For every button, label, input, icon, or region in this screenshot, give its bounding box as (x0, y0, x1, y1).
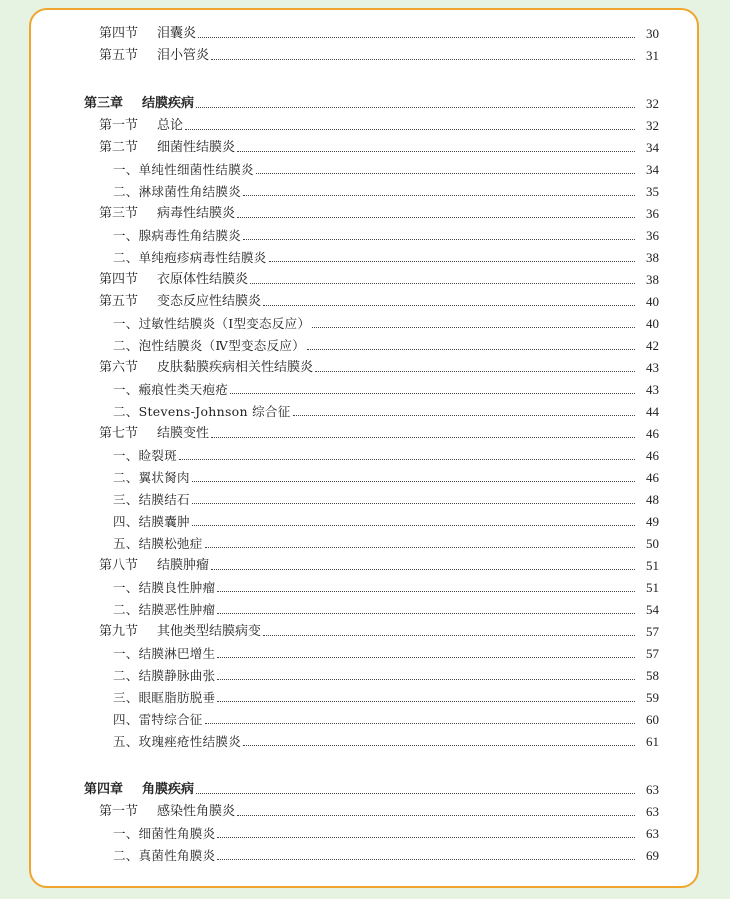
toc-page-number: 32 (646, 96, 659, 111)
toc-entry-label (84, 782, 194, 798)
toc-section-row (99, 620, 659, 640)
toc-subsection-row (113, 642, 659, 662)
toc-section-row (99, 290, 659, 310)
toc-entry-label (113, 514, 190, 530)
toc-subsection-row (113, 246, 659, 266)
toc-entry-label (113, 580, 215, 596)
toc-section-row (99, 800, 659, 820)
toc-page-number: 30 (646, 26, 659, 41)
toc-entry-title: 细菌性结膜炎 (157, 140, 236, 155)
toc-leader-dots (205, 722, 635, 724)
toc-page-number: 32 (646, 118, 659, 133)
toc-entry-title: 总论 (157, 118, 184, 133)
toc-leader-dots (243, 238, 635, 240)
toc-section-row (99, 22, 659, 42)
toc-section-row (99, 114, 659, 134)
toc-subsection-row (113, 510, 659, 530)
toc-entry-title: 变态反应性结膜炎 (157, 294, 262, 309)
toc-leader-dots (312, 326, 635, 328)
toc-entry-label (84, 96, 194, 112)
toc-page-number: 38 (646, 250, 659, 265)
toc-subsection-row (113, 488, 659, 508)
toc-page-number: 57 (646, 646, 659, 661)
toc-leader-dots (250, 282, 635, 284)
toc-entry-title: 结膜肿瘤 (157, 558, 210, 573)
toc-entry-title: 其他类型结膜病变 (157, 624, 262, 639)
toc-entry-title: 五、玫瑰痤疮性结膜炎 (113, 734, 242, 749)
toc-leader-dots (217, 656, 635, 658)
table-of-contents (31, 10, 697, 886)
toc-entry-number: 第五节 (99, 294, 139, 309)
toc-entry-title: 二、Stevens-Johnson 综合征 (113, 404, 291, 419)
toc-entry-label (113, 536, 203, 552)
toc-leader-dots (217, 590, 635, 592)
toc-entry-label (99, 360, 313, 376)
toc-entry-label (99, 294, 261, 310)
toc-leader-dots (196, 792, 635, 794)
toc-section-row (99, 136, 659, 156)
toc-leader-dots (243, 194, 635, 196)
toc-entry-label (113, 602, 215, 618)
toc-page-number: 46 (646, 426, 659, 441)
toc-entry-label (113, 250, 267, 266)
toc-entry-label (99, 624, 261, 640)
toc-leader-dots (256, 172, 635, 174)
toc-page-number: 44 (646, 404, 659, 419)
toc-entry-title: 一、腺病毒性角结膜炎 (113, 228, 242, 243)
toc-entry-title: 一、结膜良性肿瘤 (113, 580, 216, 595)
toc-entry-label (99, 118, 183, 134)
toc-page-number: 38 (646, 272, 659, 287)
toc-page-number: 51 (646, 580, 659, 595)
toc-page-number: 69 (646, 848, 659, 863)
toc-entry-label (113, 184, 241, 200)
toc-entry-title: 皮肤黏膜疾病相关性结膜炎 (157, 360, 314, 375)
toc-page-number: 42 (646, 338, 659, 353)
toc-leader-dots (263, 304, 635, 306)
toc-page-number: 60 (646, 712, 659, 727)
toc-subsection-row (113, 708, 659, 728)
toc-entry-number: 第四节 (99, 26, 139, 41)
toc-entry-label (113, 228, 241, 244)
toc-entry-title: 二、结膜恶性肿瘤 (113, 602, 216, 617)
toc-entry-title: 二、淋球菌性角结膜炎 (113, 184, 242, 199)
toc-entry-title: 病毒性结膜炎 (157, 206, 236, 221)
toc-page-number: 36 (646, 228, 659, 243)
toc-subsection-row (113, 334, 659, 354)
toc-entry-title: 二、真菌性角膜炎 (113, 848, 216, 863)
toc-page-number: 63 (646, 804, 659, 819)
toc-subsection-row (113, 444, 659, 464)
toc-page-number: 36 (646, 206, 659, 221)
toc-leader-dots (211, 436, 635, 438)
toc-page-number: 34 (646, 162, 659, 177)
toc-entry-title: 衣原体性结膜炎 (157, 272, 249, 287)
toc-subsection-row (113, 730, 659, 750)
toc-page-number: 58 (646, 668, 659, 683)
toc-leader-dots (196, 106, 635, 108)
toc-entry-label (99, 804, 235, 820)
toc-subsection-row (113, 158, 659, 178)
toc-entry-title: 感染性角膜炎 (157, 804, 236, 819)
toc-page-number: 35 (646, 184, 659, 199)
toc-entry-label (113, 848, 215, 864)
toc-entry-title: 一、过敏性结膜炎（Ⅰ型变态反应） (113, 316, 311, 331)
toc-entry-number: 第二节 (99, 140, 139, 155)
toc-entry-label (113, 162, 254, 178)
toc-entry-label (113, 382, 228, 398)
toc-page-number: 46 (646, 470, 659, 485)
toc-leader-dots (192, 502, 635, 504)
toc-entry-label (113, 404, 291, 420)
toc-entry-number: 第五节 (99, 48, 139, 63)
toc-entry-label (113, 826, 215, 842)
toc-entry-title: 三、结膜结石 (113, 492, 190, 507)
toc-subsection-row (113, 686, 659, 706)
footer-rule (31, 886, 141, 887)
toc-subsection-row (113, 532, 659, 552)
toc-entry-label (113, 646, 215, 662)
toc-page-number: 63 (646, 782, 659, 797)
document-page (29, 8, 699, 888)
toc-page-number: 31 (646, 48, 659, 63)
toc-leader-dots (269, 260, 635, 262)
toc-entry-label (99, 48, 209, 64)
toc-entry-title: 结膜变性 (157, 426, 210, 441)
toc-entry-title: 一、结膜淋巴增生 (113, 646, 216, 661)
toc-leader-dots (198, 36, 635, 38)
toc-leader-dots (230, 392, 635, 394)
toc-entry-title: 一、睑裂斑 (113, 448, 178, 463)
toc-leader-dots (237, 216, 635, 218)
toc-leader-dots (315, 370, 635, 372)
toc-subsection-row (113, 466, 659, 486)
toc-page-number: 34 (646, 140, 659, 155)
toc-entry-number: 第一节 (99, 804, 139, 819)
toc-entry-title: 结膜疾病 (142, 96, 195, 111)
toc-entry-title: 二、结膜静脉曲张 (113, 668, 216, 683)
toc-page-number: 63 (646, 826, 659, 841)
toc-entry-label (99, 272, 248, 288)
toc-page-number: 46 (646, 448, 659, 463)
toc-page-number: 40 (646, 294, 659, 309)
toc-page-number: 40 (646, 316, 659, 331)
toc-entry-number: 第四章 (84, 782, 124, 797)
toc-entry-label (113, 492, 190, 508)
toc-leader-dots (237, 814, 635, 816)
toc-entry-label (99, 26, 196, 42)
toc-entry-number: 第八节 (99, 558, 139, 573)
toc-leader-dots (185, 128, 635, 130)
toc-leader-dots (217, 836, 635, 838)
toc-entry-title: 泪囊炎 (157, 26, 197, 41)
toc-leader-dots (205, 546, 635, 548)
toc-page-number: 61 (646, 734, 659, 749)
toc-entry-title: 一、瘢痕性类天疱疮 (113, 382, 229, 397)
toc-entry-title: 二、单纯疱疹病毒性结膜炎 (113, 250, 267, 265)
toc-entry-label (113, 470, 190, 486)
toc-page-number: 43 (646, 360, 659, 375)
toc-entry-number: 第四节 (99, 272, 139, 287)
toc-subsection-row (113, 664, 659, 684)
toc-section-row (99, 202, 659, 222)
toc-leader-dots (243, 744, 635, 746)
toc-subsection-row (113, 400, 659, 420)
toc-entry-label (99, 140, 235, 156)
toc-entry-label (99, 558, 209, 574)
toc-entry-title: 一、单纯性细菌性结膜炎 (113, 162, 254, 177)
toc-leader-dots (217, 612, 635, 614)
toc-entry-label (99, 206, 235, 222)
toc-entry-label (113, 338, 305, 354)
toc-chapter-row (84, 778, 659, 798)
toc-entry-label (113, 734, 241, 750)
toc-leader-dots (217, 678, 635, 680)
toc-entry-number: 第九节 (99, 624, 139, 639)
toc-entry-number: 第三章 (84, 96, 124, 111)
toc-page-number: 59 (646, 690, 659, 705)
toc-entry-title: 四、雷特综合征 (113, 712, 203, 727)
toc-leader-dots (293, 414, 635, 416)
toc-subsection-row (113, 224, 659, 244)
toc-entry-label (113, 668, 215, 684)
toc-page-number: 57 (646, 624, 659, 639)
toc-leader-dots (211, 58, 635, 60)
toc-entry-label (99, 426, 209, 442)
toc-leader-dots (217, 700, 635, 702)
toc-entry-title: 五、结膜松弛症 (113, 536, 203, 551)
toc-entry-title: 三、眼眶脂肪脱垂 (113, 690, 216, 705)
toc-section-row (99, 356, 659, 376)
toc-leader-dots (217, 858, 635, 860)
toc-entry-title: 四、结膜囊肿 (113, 514, 190, 529)
toc-page-number: 51 (646, 558, 659, 573)
toc-section-row (99, 268, 659, 288)
toc-page-number: 54 (646, 602, 659, 617)
toc-page-number: 43 (646, 382, 659, 397)
toc-leader-dots (307, 348, 635, 350)
toc-entry-label (113, 448, 177, 464)
toc-entry-label (113, 712, 203, 728)
toc-subsection-row (113, 844, 659, 864)
toc-section-row (99, 554, 659, 574)
toc-entry-title: 二、泡性结膜炎（Ⅳ型变态反应） (113, 338, 305, 353)
toc-subsection-row (113, 378, 659, 398)
toc-leader-dots (263, 634, 635, 636)
toc-section-row (99, 44, 659, 64)
toc-page-number: 48 (646, 492, 659, 507)
toc-chapter-row (84, 92, 659, 112)
toc-subsection-row (113, 576, 659, 596)
toc-subsection-row (113, 312, 659, 332)
toc-entry-title: 二、翼状胬肉 (113, 470, 190, 485)
toc-entry-label (113, 690, 215, 706)
toc-leader-dots (192, 480, 635, 482)
toc-subsection-row (113, 598, 659, 618)
toc-section-row (99, 422, 659, 442)
toc-entry-label (113, 316, 310, 332)
toc-page-number: 50 (646, 536, 659, 551)
toc-entry-title: 角膜疾病 (142, 782, 195, 797)
toc-entry-number: 第六节 (99, 360, 139, 375)
toc-leader-dots (237, 150, 635, 152)
toc-entry-title: 一、细菌性角膜炎 (113, 826, 216, 841)
toc-entry-number: 第一节 (99, 118, 139, 133)
toc-entry-number: 第七节 (99, 426, 139, 441)
toc-subsection-row (113, 822, 659, 842)
toc-leader-dots (179, 458, 635, 460)
toc-entry-title: 泪小管炎 (157, 48, 210, 63)
toc-leader-dots (211, 568, 635, 570)
toc-page-number: 49 (646, 514, 659, 529)
toc-subsection-row (113, 180, 659, 200)
toc-entry-number: 第三节 (99, 206, 139, 221)
toc-leader-dots (192, 524, 635, 526)
